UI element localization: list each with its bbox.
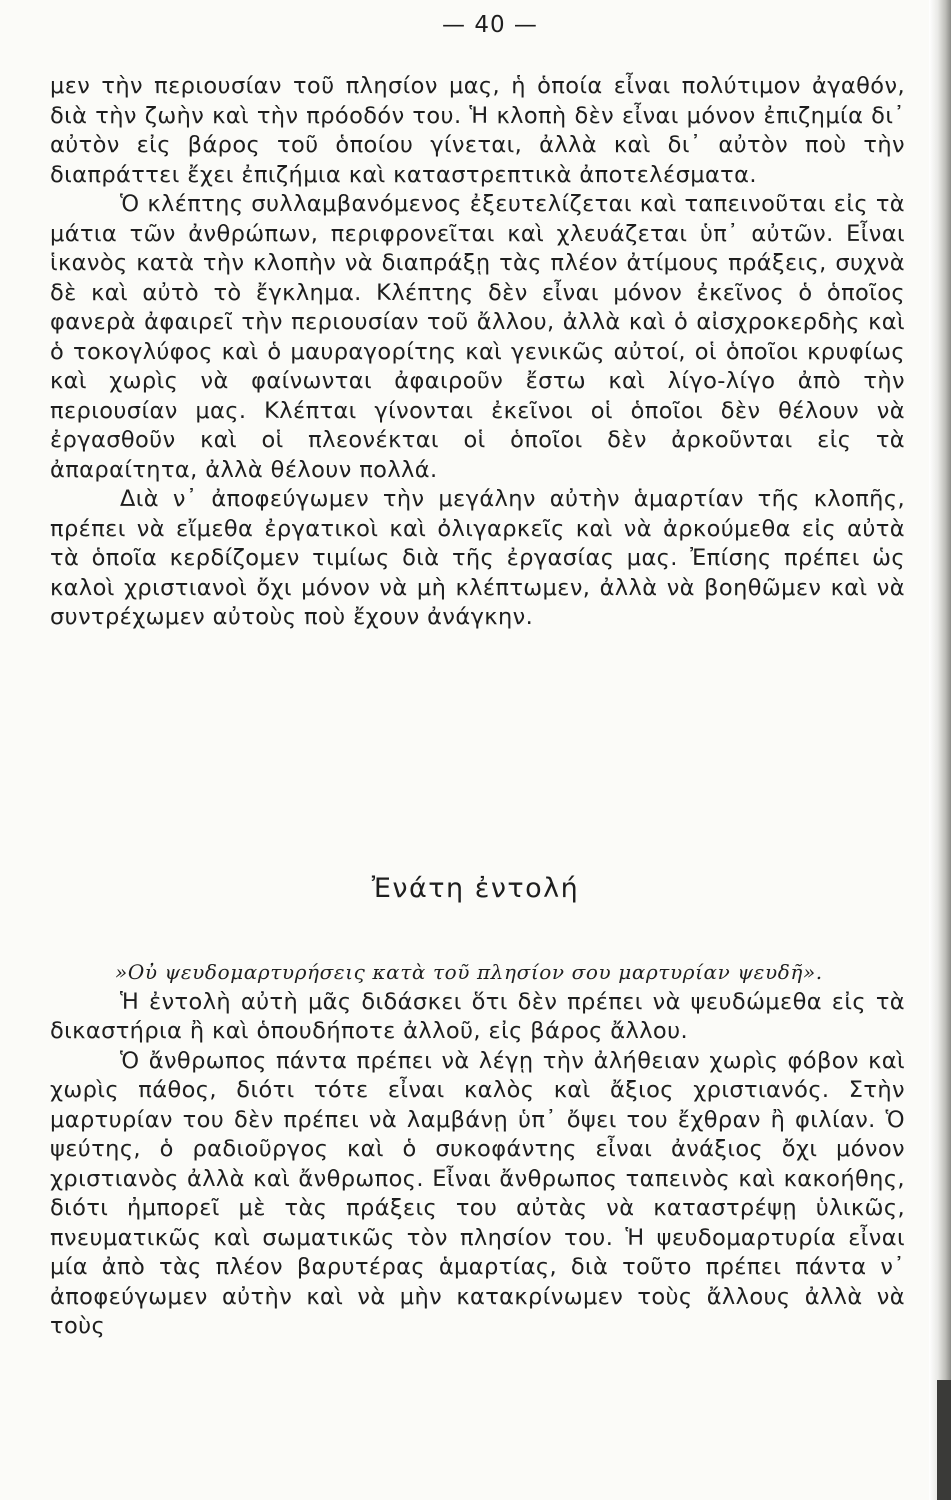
page-corner-shadow: [937, 1380, 951, 1500]
paragraph-commandment-teaches: Ἡ ἐντολὴ αὐτὴ μᾶς διδάσκει ὅτι δὲν πρέπει νὰ ψευδώμεθα εἰς τὰ δικαστήρια ἢ καὶ ὁπουδήποτε ἀλλοῦ, εἰς βάρος ἄλλου.: [50, 988, 905, 1044]
body-text-section-2: [50, 958, 905, 1342]
paragraph-thief: Ὁ κλέπτης συλλαμβανόμενος ἐξευτελίζεται καὶ ταπεινοῦται εἰς τὰ μάτια τῶν ἀνθρώπων, περιφρονεῖται καὶ χλευάζεται ὑπ᾿ αὐτῶν. Εἶναι ἱκανὸς κατὰ τὴν κλοπὴν νὰ διαπράξῃ τὰς πλέον ἀτίμους πράξεις, συχνὰ δὲ καὶ αὐτὸ τὸ ἔγκλημα. Κλέπτης δὲν εἶναι μόνον ἐκεῖνος ὁ ὁποῖος φανερὰ ἀφαιρεῖ τὴν περιουσίαν τοῦ ἄλλου, ἀλλὰ καὶ ὁ αἰσχροκερδὴς καὶ ὁ τοκογλύφος καὶ ὁ μαυραγορίτης καὶ γενικῶς αὐτοί, οἱ ὁποῖοι κρυφίως καὶ χωρὶς νὰ φαίνωνται ἀφαιροῦν ἔστω καὶ λίγο-λίγο ἀπὸ τὴν περιουσίαν μας. Κλέπται γίνονται ἐκεῖνοι οἱ ὁποῖοι δὲν θέλουν νὰ ἐργασθοῦν καὶ οἱ πλεονέκται οἱ ὁποῖοι δὲν ἀρκοῦνται εἰς τὰ ἀπαραίτητα, ἀλλὰ θέλουν πολλά.: [50, 191, 905, 483]
section-heading: Ἐνάτη ἐντολή: [371, 873, 580, 904]
commandment-quote: »Οὐ ψευδομαρτυρήσεις κατὰ τοῦ πλησίον σου μαρτυρίαν ψευδῆ».: [115, 960, 823, 984]
page-edge-shadow: [929, 0, 951, 1500]
paragraph-avoid-theft: Διὰ ν᾿ ἀποφεύγωμεν τὴν μεγάλην αὐτὴν ἁμαρτίαν τῆς κλοπῆς, πρέπει νὰ εἴμεθα ἐργατικοὶ καὶ ὀλιγαρκεῖς καὶ νὰ ἀρκούμεθα εἰς αὐτὰ τὰ ὁποῖα κερδίζομεν τιμίως διὰ τῆς ἐργασίας μας. Ἐπίσης πρέπει ὡς καλοὶ χριστιανοὶ ὄχι μόνον νὰ μὴ κλέπτωμεν, ἀλλὰ νὰ βοηθῶμεν καὶ νὰ συντρέχωμεν αὐτοὺς ποὺ ἔχουν ἀνάγκην.: [50, 486, 905, 630]
paragraph-truth: Ὁ ἄνθρωπος πάντα πρέπει νὰ λέγῃ τὴν ἀλήθειαν χωρὶς φόβον καὶ χωρὶς πάθος, διότι τότε εἶναι καλὸς καὶ ἄξιος χριστιανός. Στὴν μαρτυρίαν του δὲν πρέπει νὰ λαμβάνῃ ὑπ᾿ ὄψει του ἔχθραν ἢ φιλίαν. Ὁ ψεύτης, ὁ ραδιοῦργος καὶ ὁ συκοφάντης εἶναι ἀνάξιος ὄχι μόνον χριστιανὸς ἀλλὰ καὶ ἄνθρωπος. Εἶναι ἄνθρωπος ταπεινὸς καὶ κακοήθης, διότι ἠμπορεῖ μὲ τὰς πράξεις του αὐτὰς νὰ καταστρέψῃ ὑλικῶς, πνευματικῶς καὶ σωματικῶς τὸν πλησίον του. Ἡ ψευδομαρτυρία εἶναι μία ἀπὸ τὰς πλέον βαρυτέρας ἁμαρτίας, διὰ τοῦτο πρέπει πάντα ν᾿ ἀποφεύγωμεν αὐτὴν καὶ νὰ μὴν κατακρίνωμεν τοὺς ἄλλους ἀλλὰ νὰ τοὺς: [50, 1047, 905, 1339]
page-number: — 40 —: [442, 12, 538, 38]
paragraph-continuation: μεν τὴν περιουσίαν τοῦ πλησίον μας, ἡ ὁποία εἶναι πολύτιμον ἀγαθόν, διὰ τὴν ζωὴν καὶ τὴν πρόοδόν του. Ἡ κλοπὴ δὲν εἶναι μόνον ἐπιζημία δι᾿ αὐτὸν εἰς βάρος τοῦ ὁποίου γίνεται, ἀλλὰ καὶ δι᾿ αὐτὸν ποὺ τὴν διαπράττει ἔχει ἐπιζήμια καὶ καταστρεπτικὰ ἀποτελέσματα.: [50, 73, 905, 188]
body-text-section-1: [50, 72, 905, 633]
